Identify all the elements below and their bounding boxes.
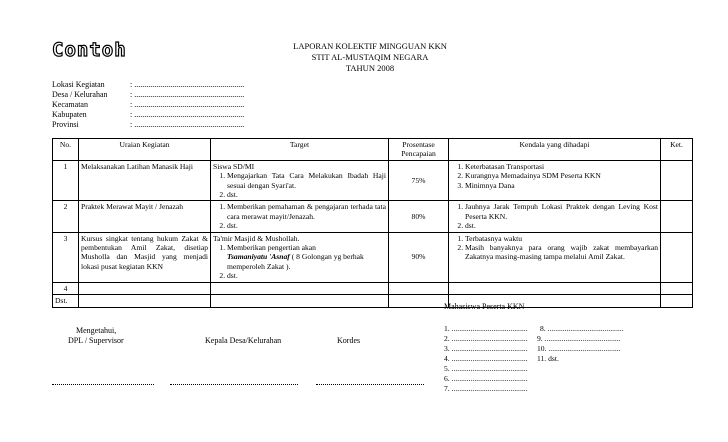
row-no: 1 xyxy=(53,160,79,201)
list-item: 11. dst. xyxy=(537,354,559,363)
target-item xyxy=(227,243,386,271)
header-ket: Ket. xyxy=(661,139,693,161)
target-item: 1. Memberikan pemahaman & pengajaran terhada tata cara merawat mayit/Jenazah. xyxy=(227,202,386,221)
kendala-item: 2. dst. xyxy=(465,221,658,230)
kepala-desa-label: Kepala Desa/Kelurahan xyxy=(205,336,282,345)
list-item: 10. ...................................... xyxy=(537,344,621,353)
info-label: Provinsi xyxy=(52,120,79,129)
target-term: Tsamaniyatu 'Asnaf xyxy=(227,252,290,262)
table-header-row xyxy=(53,139,693,161)
target-item: 2. dst. xyxy=(227,190,386,199)
row-ket xyxy=(661,232,693,282)
header-no: No. xyxy=(53,139,79,161)
kendala-item: 2. Masih banyaknya para orang wajib zakat membayarkan Zakatnya masing-masing tampa melalui Amil Zakat. xyxy=(465,243,658,262)
report-year: TAHUN 2008 xyxy=(345,63,395,73)
list-item: 4. ........................................ xyxy=(444,354,528,363)
list-item: 6. ........................................ xyxy=(444,374,528,383)
signature-line xyxy=(170,384,298,385)
info-label: Kabupaten xyxy=(52,110,87,119)
row-ket xyxy=(661,160,693,201)
signature-line xyxy=(316,384,424,385)
target-item: 2. dst. xyxy=(227,271,386,280)
row-prosentase: 90% xyxy=(389,232,449,282)
list-item: 1. ........................................ xyxy=(444,324,528,333)
info-value: : ....................................................... xyxy=(130,90,245,99)
table-row xyxy=(53,295,693,307)
info-value: : ....................................................... xyxy=(130,110,245,119)
row-prosentase: 80% xyxy=(389,201,449,232)
table-row xyxy=(53,160,693,201)
info-value: : ....................................................... xyxy=(130,120,245,129)
kendala-item: 1. Keterbatasan Transportasi xyxy=(465,162,658,171)
row-target xyxy=(211,160,389,201)
info-label: Kecamatan xyxy=(52,100,88,109)
table-row xyxy=(53,232,693,282)
list-item: 2. ........................................ xyxy=(444,334,528,343)
contoh-stamp: Contoh xyxy=(52,39,127,61)
mengetahui-label: Mengetahui, xyxy=(76,326,117,335)
target-item: 1. Mengajarkan Tata Cara Melakukan Ibadah Haji sesuai dengan Syari'at. xyxy=(227,171,386,190)
signature-line xyxy=(52,384,154,385)
table-row xyxy=(53,201,693,232)
row-target xyxy=(211,201,389,232)
row-no: 3 xyxy=(53,232,79,282)
kordes-label: Kordes xyxy=(337,336,361,345)
table-row xyxy=(53,282,693,294)
row-no: Dst. xyxy=(53,295,79,307)
info-value: : ....................................................... xyxy=(130,80,245,89)
report-title: LAPORAN KOLEKTIF MINGGUAN KKN xyxy=(293,41,447,51)
activity-table xyxy=(52,138,693,308)
kendala-item: 1. Terbatasnya waktu xyxy=(465,234,658,243)
target-head: Siswa SD/MI xyxy=(213,161,255,171)
kendala-item: 1. Jauhnya Jarak Tempuh Lokasi Praktek dengan Leving Kost Peserta KKN. xyxy=(465,202,658,221)
dpl-label: DPL / Supervisor xyxy=(68,336,124,345)
row-uraian: Melaksanakan Latihan Manasik Haji xyxy=(79,160,211,201)
target-item: 2. dst. xyxy=(227,221,386,230)
header-target: Target xyxy=(211,139,389,161)
info-value: : ....................................................... xyxy=(130,100,245,109)
target-text: Memberikan pengertian akan xyxy=(227,243,316,253)
row-uraian: Kursus singkat tentang hukum Zakat & pembentukan Amil Zakat, disetiap Musholla dan Masjid yang menjadi lokasi pusat kegiatan KKN xyxy=(79,232,211,282)
row-no: 4 xyxy=(53,282,79,294)
row-target xyxy=(211,232,389,282)
info-label: Desa / Kelurahan xyxy=(52,90,108,99)
row-kendala xyxy=(449,232,661,282)
target-head: Ta'mir Masjid & Mushollah. xyxy=(213,233,300,243)
institution-name: STIT AL-MUSTAQIM NEGARA xyxy=(311,52,429,62)
mahasiswa-title: Mahasiswa Peserta KKN xyxy=(444,302,525,311)
info-label: Lokasi Kegiatan xyxy=(52,80,105,89)
row-ket xyxy=(661,201,693,232)
header-kendala: Kendala yang dihadapi xyxy=(449,139,661,161)
header-prosentase: Prosentase Pencapaian xyxy=(389,139,449,161)
list-item: 5. ........................................ xyxy=(444,364,528,373)
kendala-item: 2. Kurangnya Memadainya SDM Peserta KKN xyxy=(465,171,658,180)
row-no: 2 xyxy=(53,201,79,232)
list-item: 3. ........................................ xyxy=(444,344,528,353)
row-kendala xyxy=(449,201,661,232)
target-text: ( 8 Golongan yg berhak memperoleh Zakat ). xyxy=(227,252,364,271)
kendala-item: 3. Minimnya Dana xyxy=(465,181,658,190)
list-item: 8. ........................................ xyxy=(540,324,624,333)
row-uraian: Praktek Merawat Mayit / Jenazah xyxy=(79,201,211,232)
list-item: 7. ........................................ xyxy=(444,384,528,393)
row-kendala xyxy=(449,160,661,201)
row-prosentase: 75% xyxy=(389,160,449,201)
header-uraian: Uraian Kegiatan xyxy=(79,139,211,161)
list-item: 9. ........................................ xyxy=(537,334,621,343)
